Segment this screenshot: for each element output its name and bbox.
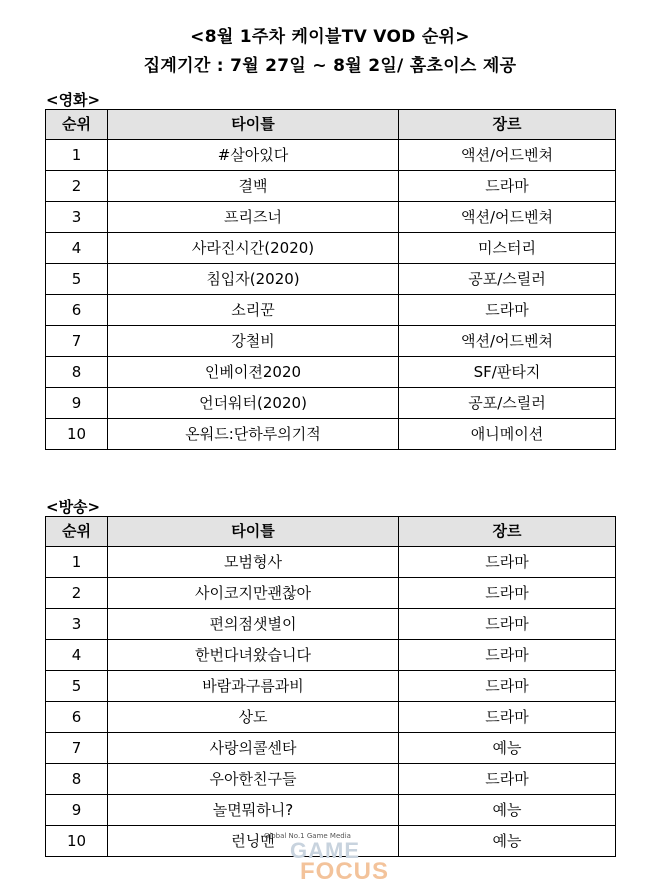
title-cell: 강철비 (108, 326, 399, 357)
rank-cell: 3 (46, 609, 108, 640)
table-row (46, 295, 616, 326)
genre-cell: 애니메이션 (399, 419, 616, 450)
rank-cell: 1 (46, 547, 108, 578)
rank-cell: 8 (46, 764, 108, 795)
broadcast-section-label: <방송> (46, 498, 101, 516)
title-cell: 상도 (108, 702, 399, 733)
genre-cell: 드라마 (399, 578, 616, 609)
genre-cell: 드라마 (399, 609, 616, 640)
genre-cell: 공포/스릴러 (399, 264, 616, 295)
table-row (46, 233, 616, 264)
rank-cell: 2 (46, 171, 108, 202)
movies-table (45, 109, 616, 450)
column-header-genre: 장르 (399, 517, 616, 547)
rank-cell: 9 (46, 388, 108, 419)
rank-cell: 6 (46, 295, 108, 326)
genre-cell: 드라마 (399, 171, 616, 202)
movies-header-row (46, 110, 616, 140)
table-row (46, 733, 616, 764)
rank-cell: 4 (46, 640, 108, 671)
title-cell: 놀면뭐하니? (108, 795, 399, 826)
rank-cell: 10 (46, 419, 108, 450)
watermark-tagline: Global No.1 Game Media (264, 832, 351, 840)
table-row (46, 140, 616, 171)
title-cell: 인베이젼2020 (108, 357, 399, 388)
broadcast-table-body (46, 547, 616, 857)
rank-cell: 10 (46, 826, 108, 857)
genre-cell: 예능 (399, 733, 616, 764)
movies-section-label: <영화> (46, 91, 101, 109)
page-subtitle: 집계기간 : 7월 27일 ~ 8월 2일/ 홈초이스 제공 (143, 56, 517, 76)
title-cell: 사라진시간(2020) (108, 233, 399, 264)
rank-cell: 5 (46, 264, 108, 295)
genre-cell: 액션/어드벤쳐 (399, 202, 616, 233)
table-row (46, 171, 616, 202)
gamefocus-watermark-logo (262, 832, 412, 888)
title-cell: 한번다녀왔습니다 (108, 640, 399, 671)
table-row (46, 388, 616, 419)
column-header-title: 타이틀 (108, 517, 399, 547)
movies-table-body (46, 140, 616, 450)
genre-cell: 예능 (399, 826, 616, 857)
genre-cell: 공포/스릴러 (399, 388, 616, 419)
broadcast-header-row (46, 517, 616, 547)
title-cell: 사랑의콜센타 (108, 733, 399, 764)
table-row (46, 547, 616, 578)
genre-cell: 액션/어드벤쳐 (399, 140, 616, 171)
column-header-rank: 순위 (46, 517, 108, 547)
title-cell: 우아한친구들 (108, 764, 399, 795)
title-cell: 편의점샛별이 (108, 609, 399, 640)
table-row (46, 795, 616, 826)
column-header-genre: 장르 (399, 110, 616, 140)
title-cell: 모범형사 (108, 547, 399, 578)
broadcast-table (45, 516, 616, 857)
table-row (46, 419, 616, 450)
title-cell: 침입자(2020) (108, 264, 399, 295)
title-cell: 온워드:단하루의기적 (108, 419, 399, 450)
table-row (46, 357, 616, 388)
table-row (46, 702, 616, 733)
genre-cell: 드라마 (399, 671, 616, 702)
genre-cell: 미스터리 (399, 233, 616, 264)
rank-cell: 5 (46, 671, 108, 702)
watermark-game-text: GAME (290, 838, 360, 863)
title-cell: 사이코지만괜찮아 (108, 578, 399, 609)
title-cell: 결백 (108, 171, 399, 202)
genre-cell: SF/판타지 (399, 357, 616, 388)
rank-cell: 8 (46, 357, 108, 388)
table-row (46, 202, 616, 233)
rank-cell: 9 (46, 795, 108, 826)
table-row (46, 578, 616, 609)
column-header-rank: 순위 (46, 110, 108, 140)
title-cell: #살아있다 (108, 140, 399, 171)
genre-cell: 드라마 (399, 547, 616, 578)
watermark-focus-text: FOCUS (300, 858, 389, 885)
genre-cell: 예능 (399, 795, 616, 826)
genre-cell: 드라마 (399, 640, 616, 671)
rank-cell: 1 (46, 140, 108, 171)
rank-cell: 7 (46, 326, 108, 357)
rank-cell: 3 (46, 202, 108, 233)
genre-cell: 드라마 (399, 702, 616, 733)
genre-cell: 드라마 (399, 295, 616, 326)
title-cell: 언더워터(2020) (108, 388, 399, 419)
page-title: <8월 1주차 케이블TV VOD 순위> (190, 27, 470, 47)
table-row (46, 640, 616, 671)
title-cell: 런닝맨 (108, 826, 399, 857)
rank-cell: 6 (46, 702, 108, 733)
table-row (46, 264, 616, 295)
title-cell: 바람과구름과비 (108, 671, 399, 702)
genre-cell: 액션/어드벤쳐 (399, 326, 616, 357)
column-header-title: 타이틀 (108, 110, 399, 140)
rank-cell: 7 (46, 733, 108, 764)
rank-cell: 4 (46, 233, 108, 264)
table-row (46, 764, 616, 795)
table-row (46, 609, 616, 640)
title-cell: 프리즈너 (108, 202, 399, 233)
table-row (46, 326, 616, 357)
rank-cell: 2 (46, 578, 108, 609)
table-row (46, 671, 616, 702)
genre-cell: 드라마 (399, 764, 616, 795)
title-cell: 소리꾼 (108, 295, 399, 326)
